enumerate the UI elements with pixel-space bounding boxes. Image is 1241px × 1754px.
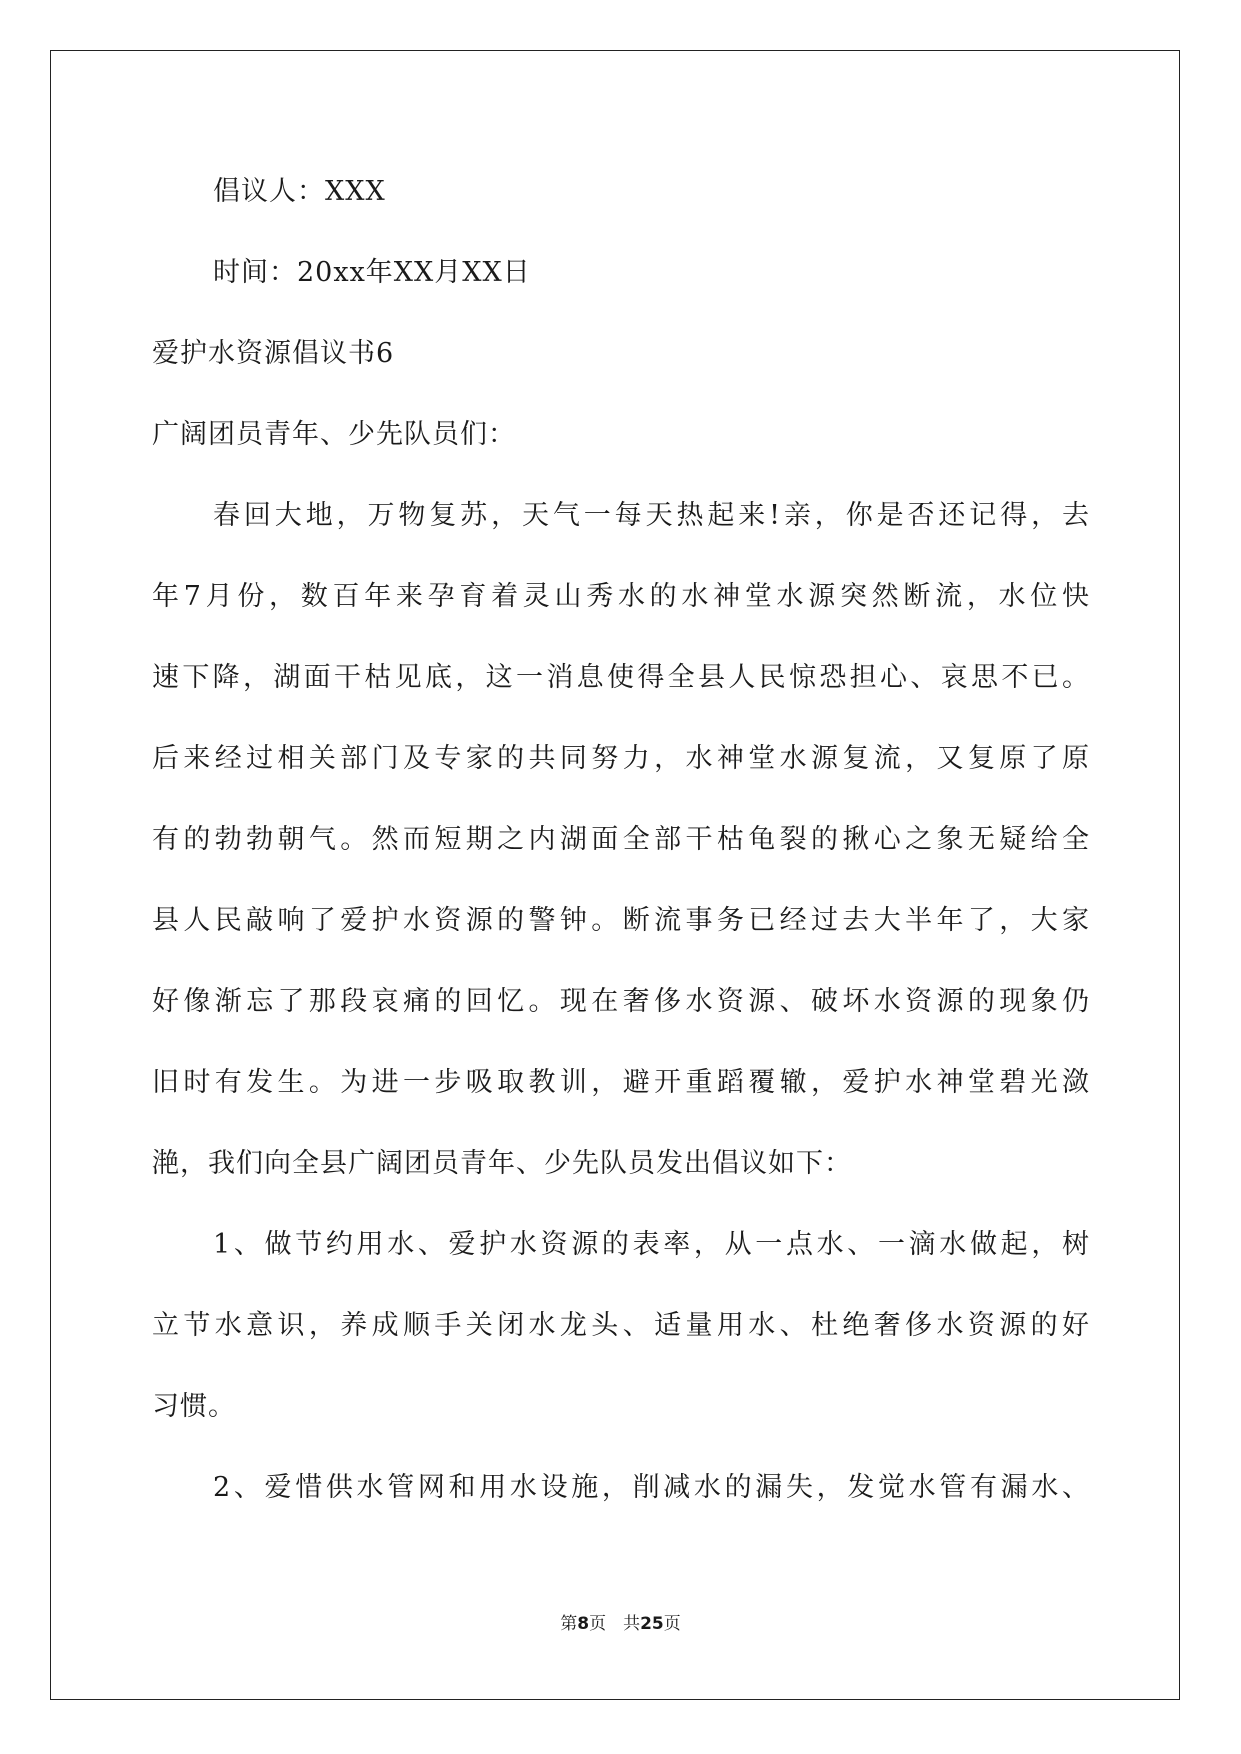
list-item-line: 立节水意识，养成顺手关闭水龙头、适量用水、杜绝奢侈水资源的好: [152, 1310, 1090, 1341]
paragraph-line: 春回大地，万物复苏，天气一每天热起来!亲，你是否还记得，去: [213, 500, 1090, 531]
paragraph-line: 县人民敲响了爱护水资源的警钟。断流事务已经过去大半年了，大家: [152, 905, 1090, 936]
paragraph-line: 滟，我们向全县广阔团员青年、少先队员发出倡议如下：: [152, 1148, 852, 1179]
page-footer: [0, 1613, 1241, 1635]
paragraph-line: 有的勃勃朝气。然而短期之内湖面全部干枯龟裂的揪心之象无疑给全: [152, 824, 1090, 855]
footer-prefix: 第: [560, 1614, 578, 1634]
list-item-line: 2、爱惜供水管网和用水设施，削减水的漏失，发觉水管有漏水、: [213, 1472, 1090, 1503]
paragraph-line: 后来经过相关部门及专家的共同努力，水神堂水源复流，又复原了原: [152, 743, 1090, 774]
page-border: [50, 50, 1180, 1700]
proposer-line: 倡议人：XXX: [213, 176, 386, 207]
total-page-number: 25: [640, 1614, 664, 1634]
paragraph-line: 速下降，湖面干枯见底，这一消息使得全县人民惊恐担心、哀思不已。: [152, 662, 1090, 693]
footer-suffix: 页: [663, 1614, 681, 1634]
list-item-line: 1、做节约用水、爱护水资源的表率，从一点水、一滴水做起，树: [213, 1229, 1090, 1260]
date-line: 时间：20xx年XX月XX日: [213, 257, 531, 288]
paragraph-line: 旧时有发生。为进一步吸取教训，避开重蹈覆辙，爱护水神堂碧光潋: [152, 1067, 1090, 1098]
section-heading: 爱护水资源倡议书6: [152, 338, 395, 369]
paragraph-line: 好像渐忘了那段哀痛的回忆。现在奢侈水资源、破坏水资源的现象仍: [152, 986, 1090, 1017]
current-page-number: 8: [577, 1614, 590, 1634]
salutation: 广阔团员青年、少先队员们：: [152, 419, 516, 450]
footer-mid: 页 共: [589, 1614, 641, 1634]
list-item-line: 习惯。: [152, 1391, 236, 1422]
paragraph-line: 年7月份，数百年来孕育着灵山秀水的水神堂水源突然断流，水位快: [152, 581, 1090, 612]
